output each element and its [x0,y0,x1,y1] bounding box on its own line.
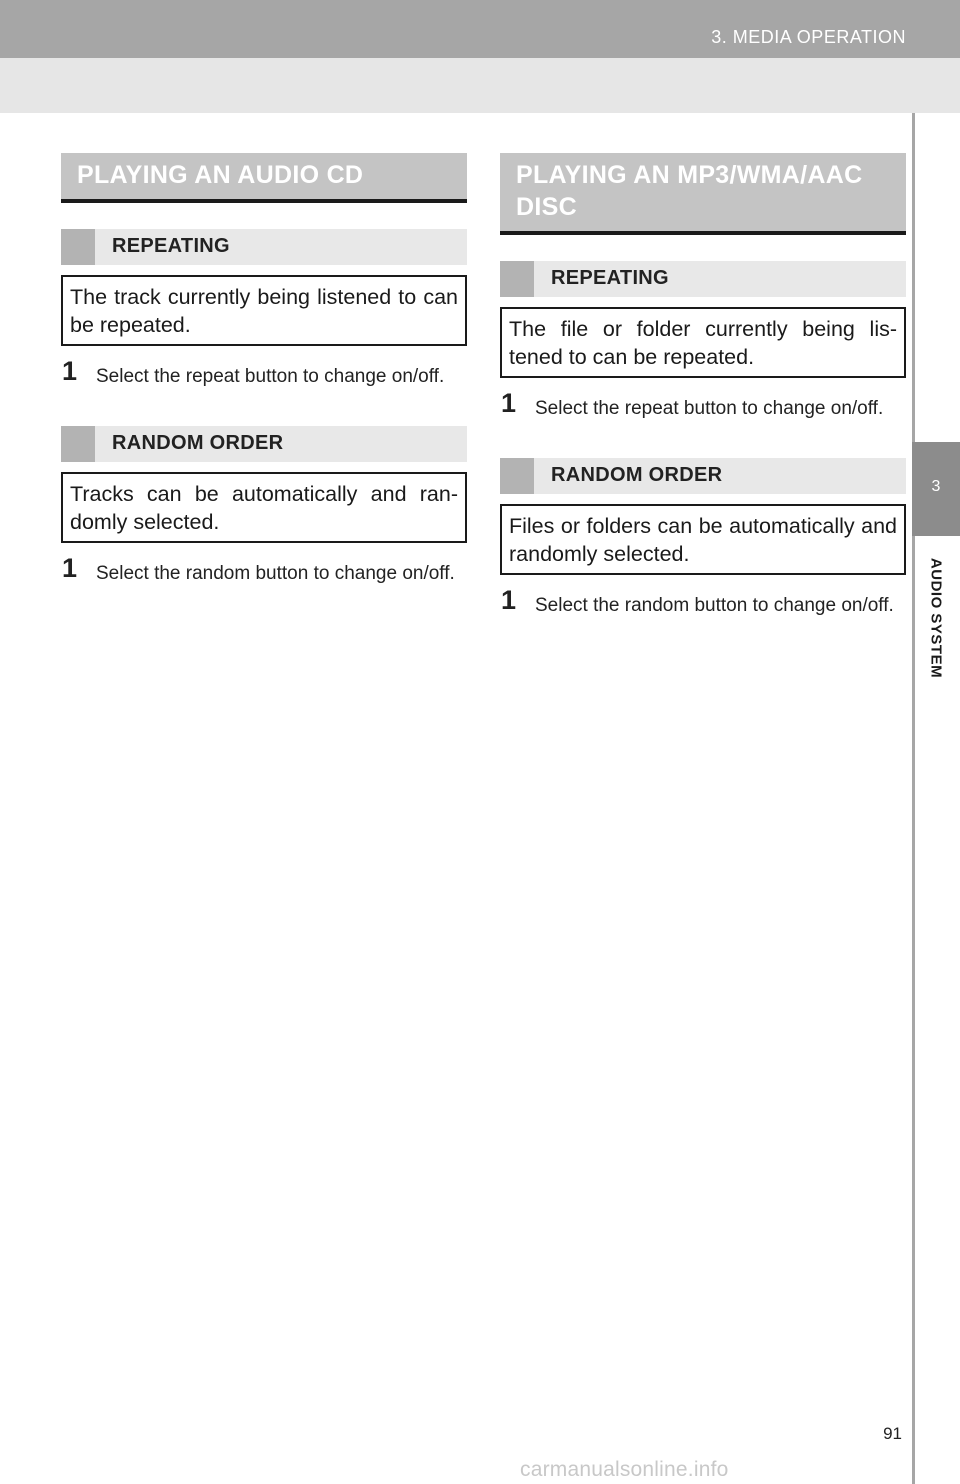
subheading-marker [500,458,534,494]
left-column [61,153,467,589]
description-box: The file or folder currently being lis-tened to can be repeated. [500,307,906,378]
subheading-repeating [61,229,467,265]
page-header-title: 3. MEDIA OPERATION [711,27,906,47]
subheading-random-order [500,458,906,494]
subheading-marker [61,229,95,265]
step-text: Select the repeat button to change on/off. [535,398,884,419]
step-item [61,553,467,589]
subheading-label: REPEATING [112,235,230,257]
subheading-repeating [500,261,906,297]
chapter-tab[interactable] [912,442,960,536]
page-number: 91 [883,1424,902,1443]
step-number: 1 [62,553,78,583]
subheading-random-order [61,426,467,462]
description-box: The track currently being listened to can be repeated. [61,275,467,346]
description-box: Tracks can be automatically and ran-domly selected. [61,472,467,543]
step-text: Select the random button to change on/off. [535,595,894,616]
subheading-marker [500,261,534,297]
sidebar-rule [912,113,915,1484]
section-title-audio-cd: PLAYING AN AUDIO CD [61,153,467,203]
step-number: 1 [501,388,517,418]
step-item [500,585,906,621]
subheading-label: REPEATING [551,267,669,289]
description-box: Files or folders can be automatically and randomly selected. [500,504,906,575]
chapter-number: 3 [931,478,941,495]
header-sub-band [0,58,960,113]
step-item [61,356,467,392]
step-text: Select the random button to change on/off. [96,563,455,584]
right-column [500,153,906,621]
subheading-label: RANDOM ORDER [551,464,723,486]
section-title-mp3-disc: PLAYING AN MP3/WMA/AAC DISC [500,153,906,235]
subheading-marker [61,426,95,462]
step-number: 1 [501,585,517,615]
step-text: Select the repeat button to change on/off. [96,366,445,387]
step-number: 1 [62,356,78,386]
step-item [500,388,906,424]
subheading-label: RANDOM ORDER [112,432,284,454]
watermark: carmanualsonline.info [520,1458,729,1481]
chapter-label: AUDIO SYSTEM [927,557,945,679]
